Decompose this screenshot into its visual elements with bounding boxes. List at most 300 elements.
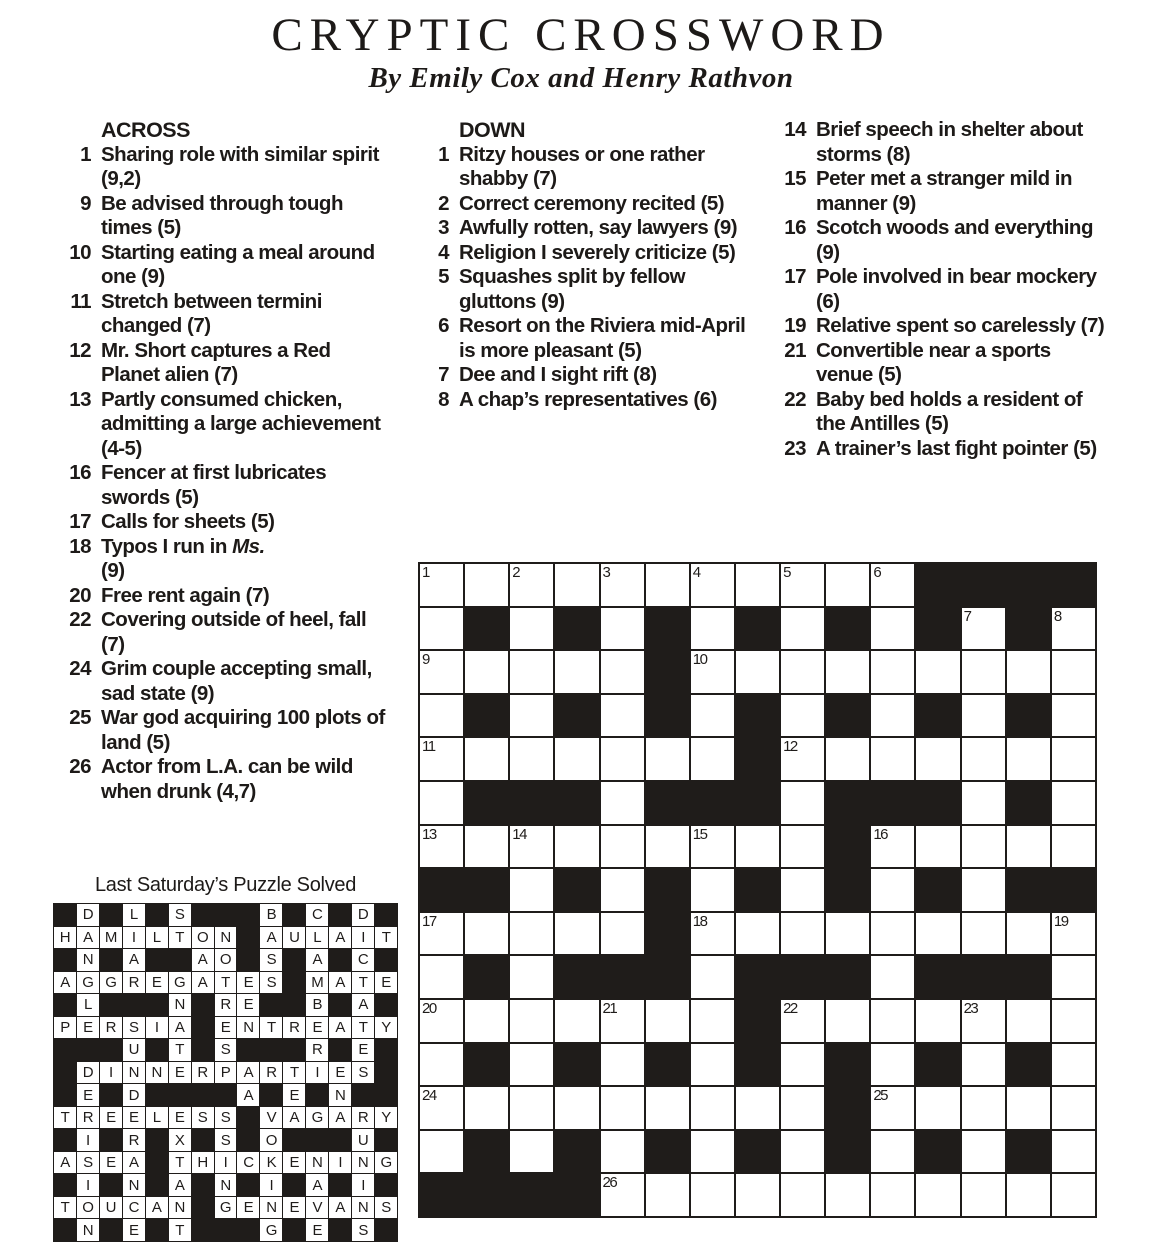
solved-letter-cell: T xyxy=(169,1219,191,1241)
grid-cell[interactable] xyxy=(691,738,734,780)
grid-cell[interactable] xyxy=(465,826,508,868)
solved-black-cell xyxy=(283,1129,305,1151)
grid-cell[interactable] xyxy=(781,1174,824,1216)
solved-black-cell xyxy=(375,1039,397,1061)
solved-letter-cell: E xyxy=(169,1062,191,1084)
solved-black-cell xyxy=(283,1219,305,1241)
solved-black-cell xyxy=(375,1062,397,1084)
cell-number: 18 xyxy=(692,912,707,930)
solved-black-cell xyxy=(215,1084,237,1106)
grid-cell[interactable] xyxy=(871,738,914,780)
grid-cell[interactable] xyxy=(826,1000,869,1042)
cell-number: 2 xyxy=(512,564,520,581)
grid-black-cell xyxy=(736,1131,779,1173)
clue-number: 20 xyxy=(69,583,91,607)
solved-black-cell xyxy=(123,994,145,1016)
solved-letter-cell: I xyxy=(123,927,145,949)
grid-cell[interactable] xyxy=(510,1131,553,1173)
grid-cell[interactable] xyxy=(962,826,1005,868)
solved-black-cell xyxy=(100,994,122,1016)
grid-black-cell xyxy=(420,869,463,911)
solved-letter-cell: S xyxy=(123,1017,145,1039)
solved-letter-cell: A xyxy=(260,927,282,949)
clue-text: Partly consumed chicken, admitting a large achievement (4-5) xyxy=(101,387,381,460)
grid-cell[interactable] xyxy=(871,1174,914,1216)
solved-letter-cell: E xyxy=(352,1039,374,1061)
grid-cell[interactable] xyxy=(601,1087,644,1129)
solved-letter-cell: U xyxy=(352,1129,374,1151)
clue-text: Awfully rotten, say lawyers (9) xyxy=(459,216,738,239)
solved-puzzle-title: Last Saturday’s Puzzle Solved xyxy=(94,874,357,896)
grid-cell[interactable] xyxy=(465,1000,508,1042)
grid-cell[interactable] xyxy=(962,782,1005,824)
solved-letter-cell: N xyxy=(146,1062,168,1084)
grid-cell[interactable] xyxy=(871,608,914,650)
solved-letter-cell: O xyxy=(192,927,214,949)
solved-letter-cell: N xyxy=(329,1084,351,1106)
cell-number: 5 xyxy=(783,564,790,581)
solved-black-cell xyxy=(192,1197,214,1219)
solved-letter-cell: C xyxy=(123,1197,145,1219)
grid-black-cell xyxy=(465,782,508,824)
grid-black-cell xyxy=(465,1131,508,1173)
clue-text: Fencer at first lubricates swords (5) xyxy=(101,461,327,509)
clue-text: Pole involved in bear mockery (6) xyxy=(816,265,1097,313)
grid-cell[interactable] xyxy=(601,869,644,911)
clue-item xyxy=(413,388,749,413)
clue-number: 22 xyxy=(69,608,91,631)
grid-cell[interactable] xyxy=(781,695,824,737)
grid-black-cell xyxy=(465,1174,508,1216)
cell-number: 4 xyxy=(692,564,700,581)
clue-item xyxy=(413,363,749,388)
clue-number: 5 xyxy=(438,265,449,288)
solved-black-cell xyxy=(260,1039,282,1061)
solved-black-cell xyxy=(375,1129,397,1151)
grid-cell[interactable] xyxy=(555,826,598,868)
grid-cell[interactable] xyxy=(916,826,959,868)
solved-letter-cell: E xyxy=(77,1084,99,1106)
grid-cell[interactable] xyxy=(646,826,689,868)
solved-letter-cell: S xyxy=(169,904,191,926)
grid-black-cell xyxy=(646,1131,689,1173)
grid-cell[interactable] xyxy=(1007,826,1050,868)
grid-cell[interactable] xyxy=(601,608,644,650)
grid-cell[interactable] xyxy=(646,1174,689,1216)
clue-text: Convertible near a sports venue (5) xyxy=(816,338,1051,386)
grid-cell[interactable] xyxy=(691,1000,734,1042)
solved-black-cell xyxy=(54,1219,76,1241)
solved-letter-cell: A xyxy=(352,994,374,1016)
grid-cell[interactable] xyxy=(736,1174,779,1216)
grid-cell[interactable] xyxy=(781,782,824,824)
grid-cell[interactable] xyxy=(826,738,869,780)
solved-letter-cell: U xyxy=(283,927,305,949)
grid-cell[interactable] xyxy=(1052,738,1095,780)
grid-cell[interactable] xyxy=(510,608,553,650)
grid-cell[interactable] xyxy=(420,1044,463,1086)
grid-cell[interactable] xyxy=(1007,1174,1050,1216)
grid-cell[interactable] xyxy=(691,913,734,955)
clue-text: Dee and I sight rift (8) xyxy=(459,363,657,386)
solved-letter-cell: E xyxy=(100,1107,122,1129)
solved-letter-cell: D xyxy=(123,1084,145,1106)
grid-cell[interactable] xyxy=(1052,826,1095,868)
solved-letter-cell: B xyxy=(306,994,328,1016)
grid-cell[interactable] xyxy=(962,1131,1005,1173)
grid-cell[interactable] xyxy=(555,738,598,780)
solved-letter-cell: S xyxy=(215,1129,237,1151)
grid-cell[interactable] xyxy=(916,738,959,780)
grid-cell[interactable] xyxy=(510,564,553,606)
solved-letter-cell: G xyxy=(77,972,99,994)
grid-black-cell xyxy=(916,1131,959,1173)
grid-cell[interactable] xyxy=(1007,1000,1050,1042)
grid-cell[interactable] xyxy=(871,1000,914,1042)
grid-cell[interactable] xyxy=(510,695,553,737)
clue-number: 11 xyxy=(70,289,91,313)
grid-cell[interactable] xyxy=(420,1087,463,1129)
grid-cell[interactable] xyxy=(510,913,553,955)
grid-cell[interactable] xyxy=(601,1044,644,1086)
solved-letter-cell: A xyxy=(123,1152,145,1174)
grid-black-cell xyxy=(1007,956,1050,998)
grid-cell[interactable] xyxy=(962,1044,1005,1086)
solved-black-cell xyxy=(283,949,305,971)
grid-cell[interactable] xyxy=(871,651,914,693)
grid-cell[interactable] xyxy=(646,1000,689,1042)
grid-black-cell xyxy=(465,1044,508,1086)
solved-black-cell xyxy=(237,904,259,926)
grid-cell[interactable] xyxy=(601,913,644,955)
grid-cell[interactable] xyxy=(871,1131,914,1173)
solved-letter-cell: O xyxy=(260,1129,282,1151)
solved-letter-cell: R xyxy=(123,972,145,994)
grid-cell[interactable] xyxy=(1052,1000,1095,1042)
grid-cell[interactable] xyxy=(691,651,734,693)
solved-letter-cell: E xyxy=(146,972,168,994)
grid-cell[interactable] xyxy=(691,564,734,606)
across-heading: ACROSS xyxy=(101,118,190,142)
solved-letter-cell: E xyxy=(375,972,397,994)
grid-cell[interactable] xyxy=(601,651,644,693)
grid-cell[interactable] xyxy=(691,1087,734,1129)
grid-black-cell xyxy=(510,1174,553,1216)
grid-cell[interactable] xyxy=(781,1087,824,1129)
clue-text: Sharing role with similar spirit (9,2) xyxy=(101,142,379,190)
cell-number: 24 xyxy=(422,1087,436,1105)
grid-cell[interactable] xyxy=(465,651,508,693)
clue-text: Be advised through tough times (5) xyxy=(101,191,343,239)
solved-black-cell xyxy=(375,949,397,971)
across-clues xyxy=(55,118,393,804)
solved-letter-cell: P xyxy=(54,1017,76,1039)
grid-cell[interactable] xyxy=(781,1000,824,1042)
solved-letter-cell: A xyxy=(329,1017,351,1039)
grid-cell[interactable] xyxy=(781,651,824,693)
grid-cell[interactable] xyxy=(781,738,824,780)
grid-cell[interactable] xyxy=(646,738,689,780)
grid-cell[interactable] xyxy=(691,956,734,998)
grid-cell[interactable] xyxy=(781,564,824,606)
grid-cell[interactable] xyxy=(916,651,959,693)
clue-text: Relative spent so carelessly (7) xyxy=(816,314,1105,337)
grid-cell[interactable] xyxy=(646,564,689,606)
grid-cell[interactable] xyxy=(555,913,598,955)
grid-cell[interactable] xyxy=(962,1174,1005,1216)
grid-cell[interactable] xyxy=(736,826,779,868)
grid-cell[interactable] xyxy=(646,1087,689,1129)
grid-cell[interactable] xyxy=(826,651,869,693)
solved-letter-cell: S xyxy=(215,1039,237,1061)
grid-cell[interactable] xyxy=(962,869,1005,911)
grid-cell[interactable] xyxy=(420,913,463,955)
grid-cell[interactable] xyxy=(420,695,463,737)
solved-black-cell xyxy=(100,904,122,926)
grid-cell[interactable] xyxy=(420,564,463,606)
grid-cell[interactable] xyxy=(962,1000,1005,1042)
grid-cell[interactable] xyxy=(781,1131,824,1173)
grid-cell[interactable] xyxy=(601,564,644,606)
clue-text: Scotch woods and everything (9) xyxy=(816,216,1093,264)
grid-black-cell xyxy=(555,1131,598,1173)
solved-letter-cell: S xyxy=(352,1219,374,1241)
grid-cell[interactable] xyxy=(555,1000,598,1042)
grid-cell[interactable] xyxy=(691,1131,734,1173)
grid-cell[interactable] xyxy=(510,738,553,780)
grid-black-cell xyxy=(646,651,689,693)
grid-cell[interactable] xyxy=(1052,695,1095,737)
grid-cell[interactable] xyxy=(1007,738,1050,780)
grid-cell[interactable] xyxy=(826,564,869,606)
grid-cell[interactable] xyxy=(510,1000,553,1042)
grid-cell[interactable] xyxy=(601,1131,644,1173)
grid-cell[interactable] xyxy=(871,826,914,868)
solved-letter-cell: A xyxy=(77,927,99,949)
grid-cell[interactable] xyxy=(736,651,779,693)
grid-cell[interactable] xyxy=(871,695,914,737)
grid-cell[interactable] xyxy=(691,1044,734,1086)
solved-black-cell xyxy=(54,1062,76,1084)
solved-letter-cell: L xyxy=(146,927,168,949)
grid-cell[interactable] xyxy=(1052,651,1095,693)
grid-cell[interactable] xyxy=(465,1087,508,1129)
grid-cell[interactable] xyxy=(1052,782,1095,824)
grid-cell[interactable] xyxy=(465,564,508,606)
grid-black-cell xyxy=(826,1131,869,1173)
grid-cell[interactable] xyxy=(826,1174,869,1216)
clue-item xyxy=(770,118,1110,167)
grid-cell[interactable] xyxy=(781,869,824,911)
solved-letter-cell: M xyxy=(100,927,122,949)
grid-cell[interactable] xyxy=(555,564,598,606)
solved-black-cell xyxy=(192,1084,214,1106)
solved-letter-cell: E xyxy=(329,1062,351,1084)
grid-cell[interactable] xyxy=(601,1174,644,1216)
grid-cell[interactable] xyxy=(962,651,1005,693)
grid-cell[interactable] xyxy=(871,956,914,998)
grid-cell[interactable] xyxy=(736,564,779,606)
grid-cell[interactable] xyxy=(1007,1087,1050,1129)
grid-cell[interactable] xyxy=(510,651,553,693)
grid-cell[interactable] xyxy=(781,608,824,650)
down-clues-continued xyxy=(770,118,1110,461)
grid-cell[interactable] xyxy=(601,782,644,824)
grid-black-cell xyxy=(646,695,689,737)
grid-cell[interactable] xyxy=(555,651,598,693)
grid-black-cell xyxy=(736,608,779,650)
solved-black-cell xyxy=(237,1039,259,1061)
grid-cell[interactable] xyxy=(962,608,1005,650)
grid-cell[interactable] xyxy=(1052,913,1095,955)
cell-number: 25 xyxy=(873,1087,888,1105)
grid-cell[interactable] xyxy=(465,913,508,955)
grid-cell[interactable] xyxy=(555,1087,598,1129)
solved-letter-cell: I xyxy=(306,1062,328,1084)
grid-cell[interactable] xyxy=(691,695,734,737)
grid-cell[interactable] xyxy=(1052,1044,1095,1086)
across-clue-list xyxy=(55,143,393,805)
cell-number: 26 xyxy=(602,1174,617,1192)
solved-letter-cell: T xyxy=(54,1107,76,1129)
grid-cell[interactable] xyxy=(781,1044,824,1086)
clue-item xyxy=(770,339,1110,388)
solved-letter-cell: E xyxy=(237,972,259,994)
grid-cell[interactable] xyxy=(420,1131,463,1173)
solved-letter-cell: L xyxy=(306,927,328,949)
grid-cell[interactable] xyxy=(601,826,644,868)
grid-cell[interactable] xyxy=(691,608,734,650)
clue-item xyxy=(413,314,749,363)
grid-cell[interactable] xyxy=(871,564,914,606)
solved-letter-cell: T xyxy=(169,1152,191,1174)
solved-letter-cell: S xyxy=(260,949,282,971)
solved-letter-cell: S xyxy=(375,1197,397,1219)
grid-cell[interactable] xyxy=(871,869,914,911)
solved-letter-cell: E xyxy=(306,1017,328,1039)
grid-cell[interactable] xyxy=(420,651,463,693)
grid-cell[interactable] xyxy=(420,1000,463,1042)
grid-cell[interactable] xyxy=(691,826,734,868)
grid-cell[interactable] xyxy=(871,1044,914,1086)
grid-cell[interactable] xyxy=(1052,956,1095,998)
solved-black-cell xyxy=(306,1084,328,1106)
grid-cell[interactable] xyxy=(916,913,959,955)
solved-black-cell xyxy=(169,1084,191,1106)
grid-cell[interactable] xyxy=(1052,1174,1095,1216)
solved-black-cell xyxy=(100,1219,122,1241)
solved-letter-cell: E xyxy=(169,1107,191,1129)
grid-cell[interactable] xyxy=(736,913,779,955)
grid-cell[interactable] xyxy=(420,956,463,998)
solved-black-cell xyxy=(54,1129,76,1151)
solved-letter-cell: A xyxy=(146,1197,168,1219)
grid-cell[interactable] xyxy=(736,1087,779,1129)
grid-black-cell xyxy=(1007,695,1050,737)
grid-cell[interactable] xyxy=(465,738,508,780)
grid-cell[interactable] xyxy=(871,1087,914,1129)
grid-cell[interactable] xyxy=(510,1087,553,1129)
clue-item xyxy=(770,167,1110,216)
grid-cell[interactable] xyxy=(1052,1087,1095,1129)
solved-black-cell xyxy=(283,994,305,1016)
solved-letter-cell: U xyxy=(100,1197,122,1219)
grid-cell[interactable] xyxy=(1052,1131,1095,1173)
grid-cell[interactable] xyxy=(420,738,463,780)
grid-cell[interactable] xyxy=(962,913,1005,955)
grid-cell[interactable] xyxy=(962,695,1005,737)
grid-cell[interactable] xyxy=(601,695,644,737)
grid-cell[interactable] xyxy=(916,1174,959,1216)
grid-black-cell xyxy=(601,956,644,998)
grid-cell[interactable] xyxy=(601,1000,644,1042)
solved-letter-cell: R xyxy=(123,1129,145,1151)
solved-letter-cell: C xyxy=(306,904,328,926)
clue-item xyxy=(55,339,393,388)
clue-number: 16 xyxy=(69,461,91,484)
grid-cell[interactable] xyxy=(691,1174,734,1216)
grid-cell[interactable] xyxy=(510,956,553,998)
grid-cell[interactable] xyxy=(510,1044,553,1086)
grid-black-cell xyxy=(826,1044,869,1086)
grid-cell[interactable] xyxy=(1007,651,1050,693)
grid-cell[interactable] xyxy=(871,913,914,955)
grid-cell[interactable] xyxy=(916,1000,959,1042)
grid-cell[interactable] xyxy=(510,869,553,911)
solved-black-cell xyxy=(329,1219,351,1241)
grid-cell[interactable] xyxy=(420,826,463,868)
grid-cell[interactable] xyxy=(962,1087,1005,1129)
solved-black-cell xyxy=(215,904,237,926)
solved-letter-cell: N xyxy=(352,1197,374,1219)
clue-number: 17 xyxy=(69,510,91,533)
grid-cell[interactable] xyxy=(420,608,463,650)
clue-number: 9 xyxy=(80,191,91,215)
clue-text: Actor from L.A. can be wild when drunk (4,7) xyxy=(101,755,353,803)
grid-cell[interactable] xyxy=(826,913,869,955)
solved-black-cell xyxy=(306,1129,328,1151)
solved-letter-cell: I xyxy=(352,927,374,949)
grid-cell[interactable] xyxy=(420,782,463,824)
grid-black-cell xyxy=(916,608,959,650)
cell-number: 1 xyxy=(422,564,429,581)
solved-letter-cell: R xyxy=(215,994,237,1016)
cell-number: 15 xyxy=(692,825,707,843)
solved-letter-cell: A xyxy=(306,949,328,971)
grid-cell[interactable] xyxy=(1007,913,1050,955)
solved-letter-cell: T xyxy=(260,1017,282,1039)
grid-cell[interactable] xyxy=(781,913,824,955)
grid-cell[interactable] xyxy=(510,826,553,868)
solved-letter-cell: I xyxy=(352,1174,374,1196)
grid-cell[interactable] xyxy=(962,738,1005,780)
grid-black-cell xyxy=(826,695,869,737)
grid-black-cell xyxy=(826,608,869,650)
solved-letter-cell: I xyxy=(215,1152,237,1174)
grid-black-cell xyxy=(962,956,1005,998)
grid-cell[interactable] xyxy=(916,1087,959,1129)
grid-cell[interactable] xyxy=(601,738,644,780)
grid-black-cell xyxy=(691,782,734,824)
clue-number: 13 xyxy=(69,387,91,411)
grid-cell[interactable] xyxy=(1052,608,1095,650)
grid-cell[interactable] xyxy=(691,869,734,911)
solved-letter-cell: P xyxy=(215,1062,237,1084)
grid-cell[interactable] xyxy=(781,826,824,868)
grid-black-cell xyxy=(916,564,959,606)
grid-black-cell xyxy=(420,1174,463,1216)
clue-number: 3 xyxy=(438,216,449,239)
